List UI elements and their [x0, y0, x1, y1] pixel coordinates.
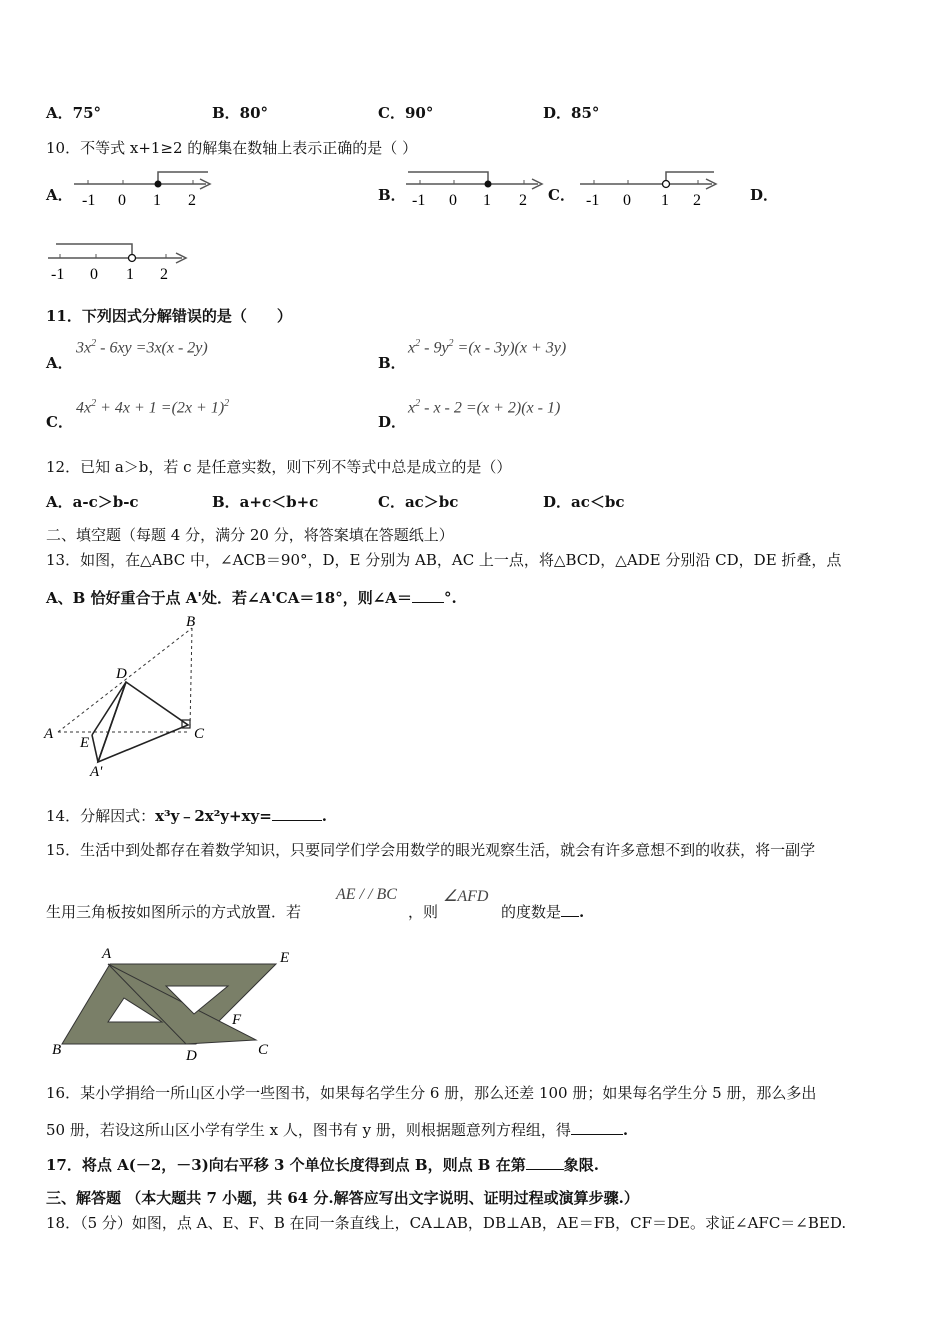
tick-label: -1 — [82, 192, 96, 209]
q9-option-a: A．75° — [46, 104, 102, 122]
tick-label: 1 — [483, 192, 491, 209]
q12-option-a: A．a-c＞b-c — [46, 493, 139, 511]
tick-label: -1 — [51, 266, 65, 282]
q10-label-a: A． — [46, 186, 73, 204]
tick-label: 0 — [90, 266, 98, 282]
vertex-label: B — [52, 1042, 62, 1058]
vertex-label: C — [258, 1042, 269, 1058]
q11-formula-c: $4x^2 + 4x + 1 =(2x + 1)^2$ — [76, 398, 230, 417]
q14: 14．分解因式：x³y﹣2x²y+xy= . — [46, 807, 328, 825]
q10-label-b: B． — [378, 186, 406, 204]
q13-line2: A、B 恰好重合于点 A'处．若∠A'CA＝18°，则∠A＝ °. — [46, 589, 457, 607]
q15-then: ，则 — [408, 903, 439, 921]
q11-formula-d: $x^2 - x - 2 =(x + 2)(x - 1)$ — [408, 398, 561, 417]
q11-formula-b: $x^2 - 9y^2 =(x - 3y)(x + 3y)$ — [408, 338, 567, 357]
vertex-label: A — [44, 726, 54, 742]
q11-label-b: B． — [378, 354, 406, 372]
tick-label: 1 — [126, 266, 134, 282]
q15-condition: AE / / BC — [336, 886, 397, 903]
q15-line2: 生用三角板按如图所示的方式放置．若 — [46, 903, 302, 921]
q17: 17．将点 A(－2，－3)向右平移 3 个单位长度得到点 B，则点 B 在第 象限. — [46, 1156, 599, 1174]
tick-label: 0 — [449, 192, 457, 209]
q12-stem: 12．已知 a＞b，若 c 是任意实数，则下列不等式中总是成立的是（） — [46, 458, 512, 476]
vertex-label: C — [194, 726, 205, 742]
q13-line1: 13．如图，在△ABC 中，∠ACB＝90°，D，E 分别为 AB，AC 上一点，将△BCD，△ADE 分别沿 CD，DE 折叠，点 — [46, 551, 842, 569]
q15-ask: 的度数是 . — [501, 903, 585, 921]
q10-label-c: C． — [548, 186, 575, 204]
vertex-label: E — [80, 735, 90, 751]
tick-label: 1 — [153, 192, 161, 209]
vertex-label: A' — [90, 764, 103, 780]
q13-figure — [40, 612, 220, 780]
q16-line1: 16．某小学捐给一所山区小学一些图书，如果每名学生分 6 册，那么还差 100 册；如果每名学生分 5 册，那么多出 — [46, 1084, 817, 1102]
vertex-label: D — [116, 666, 127, 682]
q11-formula-a: $3x^2 - 6xy =3x(x - 2y)$ — [76, 338, 208, 357]
q15-angle: ∠AFD — [443, 888, 489, 905]
tick-label: 2 — [519, 192, 527, 209]
tick-label: 2 — [160, 266, 168, 282]
vertex-label: D — [186, 1048, 197, 1064]
number-line-c — [578, 168, 726, 210]
number-line-b — [404, 168, 552, 210]
vertex-label: E — [280, 950, 290, 966]
q9-option-b: B．80° — [212, 104, 269, 122]
number-line-d — [46, 238, 196, 282]
tick-label: 0 — [623, 192, 631, 209]
q10-stem: 10．不等式 x+1≥2 的解集在数轴上表示正确的是（ ） — [46, 139, 418, 157]
q15-line1: 15．生活中到处都存在着数学知识，只要同学们学会用数学的眼光观察生活，就会有许多意想不到的收获，将一副学 — [46, 841, 816, 859]
tick-label: -1 — [412, 192, 426, 209]
q11-label-a: A． — [46, 354, 73, 372]
q15-figure — [46, 940, 296, 1066]
vertex-label: A — [102, 946, 112, 962]
q16-line2: 50 册，若设这所山区小学有学生 x 人，图书有 y 册，则根据题意列方程组，得 . — [46, 1121, 629, 1139]
q11-stem: 11．下列因式分解错误的是（ ） — [46, 307, 292, 325]
tick-label: 2 — [693, 192, 701, 209]
q12-option-d: D．ac＜bc — [543, 493, 625, 511]
tick-label: 0 — [118, 192, 126, 209]
tick-label: 2 — [188, 192, 196, 209]
q9-option-d: D．85° — [543, 104, 600, 122]
q12-option-c: C．ac＞bc — [378, 493, 459, 511]
section-3-heading: 三、解答题 （本大题共 7 小题，共 64 分.解答应写出文字说明、证明过程或演算步骤.） — [46, 1189, 639, 1207]
number-line-a — [70, 168, 220, 210]
vertex-label: F — [232, 1012, 242, 1028]
q12-option-b: B．a+c＜b+c — [212, 493, 319, 511]
q11-label-d: D． — [378, 413, 407, 431]
q10-label-d: D． — [750, 186, 779, 204]
tick-label: 1 — [661, 192, 669, 209]
tick-label: -1 — [586, 192, 600, 209]
q11-label-c: C． — [46, 413, 73, 431]
vertex-label: B — [186, 614, 196, 630]
q9-option-c: C．90° — [378, 104, 434, 122]
section-2-heading: 二、填空题（每题 4 分，满分 20 分，将答案填在答题纸上） — [46, 526, 454, 544]
q18-stem: 18．（5 分）如图，点 A、E、F、B 在同一条直线上，CA⊥AB，DB⊥AB，AE＝FB，CF＝DE。求证∠AFC＝∠BED. — [46, 1214, 847, 1232]
